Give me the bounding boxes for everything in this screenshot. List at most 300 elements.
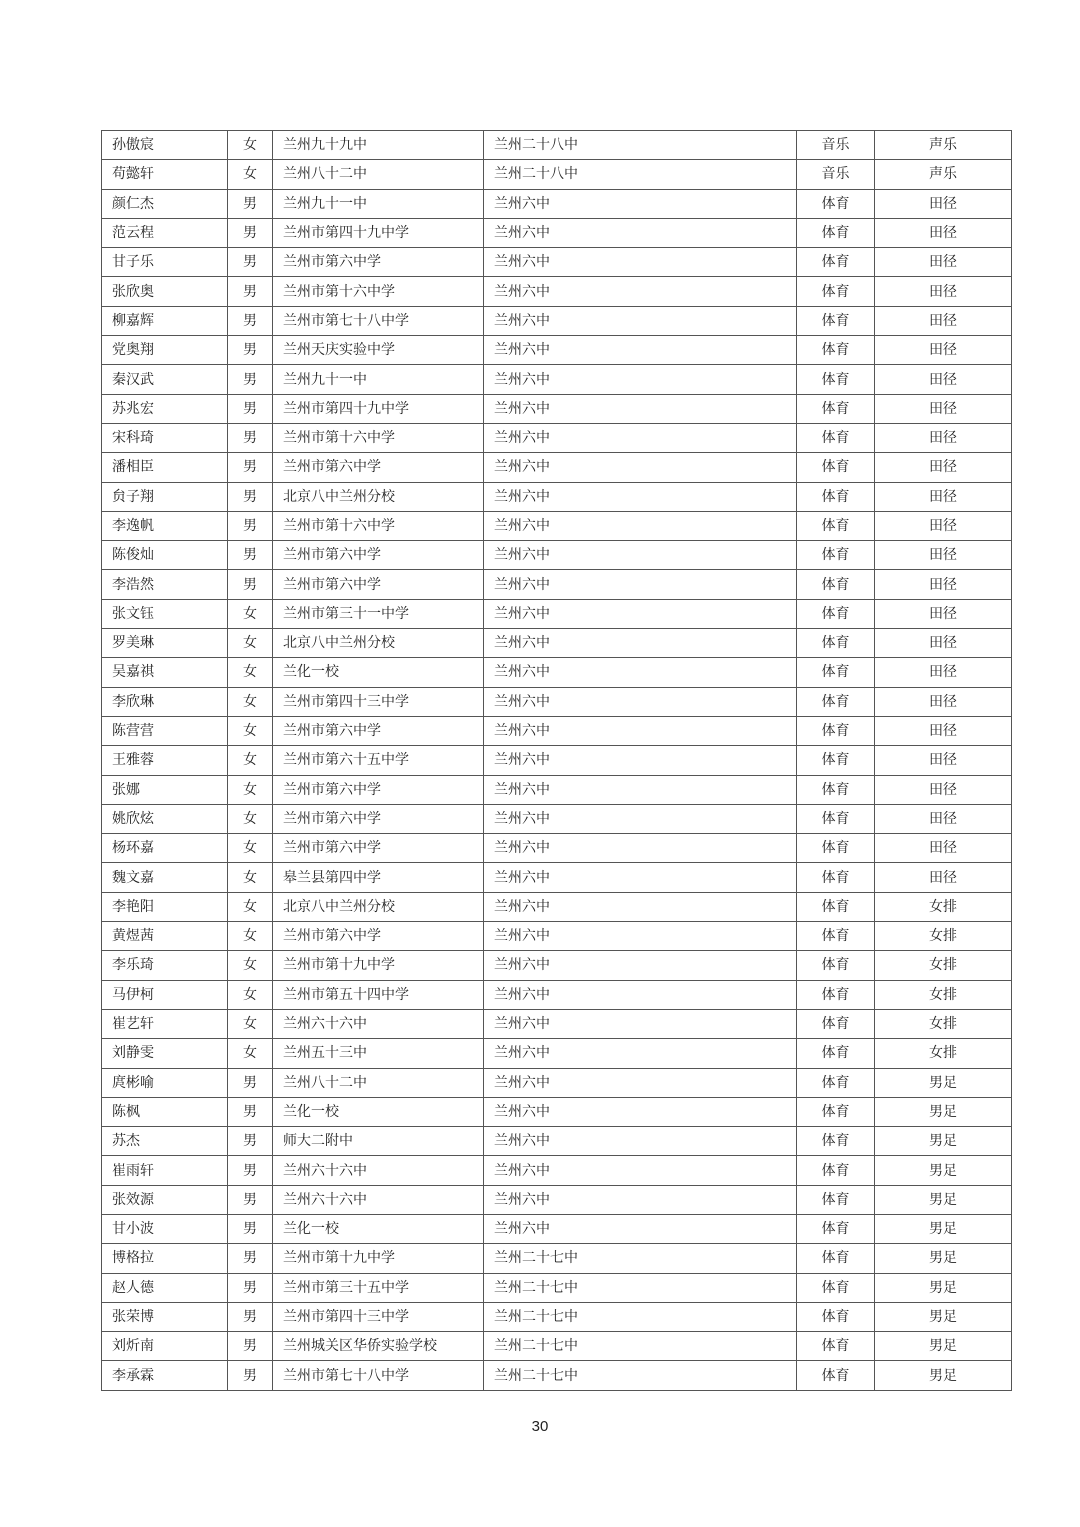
category-cell: 体育 [797, 1214, 875, 1243]
gender-cell: 男 [228, 218, 273, 247]
admit-school-cell: 兰州六中 [484, 365, 797, 394]
admit-school-cell: 兰州六中 [484, 541, 797, 570]
gender-cell: 女 [228, 980, 273, 1009]
gender-cell: 男 [228, 1361, 273, 1390]
from-school-cell: 兰州市第六中学 [273, 570, 484, 599]
category-cell: 体育 [797, 1332, 875, 1361]
admit-school-cell: 兰州六中 [484, 423, 797, 452]
specialty-cell: 田径 [875, 541, 1012, 570]
table-row [102, 570, 1012, 599]
admit-school-cell: 兰州六中 [484, 980, 797, 1009]
name-cell: 苏兆宏 [102, 394, 228, 423]
specialty-cell: 田径 [875, 423, 1012, 452]
admit-school-cell: 兰州六中 [484, 482, 797, 511]
from-school-cell: 兰州六十六中 [273, 1009, 484, 1038]
table-row [102, 834, 1012, 863]
from-school-cell: 北京八中兰州分校 [273, 629, 484, 658]
gender-cell: 女 [228, 922, 273, 951]
gender-cell: 男 [228, 336, 273, 365]
specialty-cell: 女排 [875, 980, 1012, 1009]
name-cell: 赵人德 [102, 1273, 228, 1302]
table-row [102, 336, 1012, 365]
table-row [102, 306, 1012, 335]
from-school-cell: 兰州市第四十三中学 [273, 1302, 484, 1331]
from-school-cell: 兰化一校 [273, 1214, 484, 1243]
category-cell: 体育 [797, 746, 875, 775]
table-row [102, 511, 1012, 540]
table-row [102, 716, 1012, 745]
from-school-cell: 兰州六十六中 [273, 1156, 484, 1185]
from-school-cell: 兰州市第十六中学 [273, 511, 484, 540]
gender-cell: 女 [228, 863, 273, 892]
category-cell: 体育 [797, 1097, 875, 1126]
gender-cell: 男 [228, 1332, 273, 1361]
name-cell: 博格拉 [102, 1244, 228, 1273]
name-cell: 李浩然 [102, 570, 228, 599]
gender-cell: 男 [228, 1185, 273, 1214]
specialty-cell: 男足 [875, 1244, 1012, 1273]
from-school-cell: 兰州市第五十四中学 [273, 980, 484, 1009]
table-row [102, 804, 1012, 833]
name-cell: 张文钰 [102, 599, 228, 628]
specialty-cell: 声乐 [875, 131, 1012, 160]
specialty-cell: 田径 [875, 570, 1012, 599]
category-cell: 体育 [797, 629, 875, 658]
from-school-cell: 兰州市第六中学 [273, 922, 484, 951]
specialty-cell: 女排 [875, 892, 1012, 921]
table-row [102, 746, 1012, 775]
student-roster-table [101, 130, 1012, 1391]
specialty-cell: 田径 [875, 599, 1012, 628]
admit-school-cell: 兰州六中 [484, 658, 797, 687]
specialty-cell: 田径 [875, 863, 1012, 892]
name-cell: 秦汉武 [102, 365, 228, 394]
table-row [102, 629, 1012, 658]
admit-school-cell: 兰州六中 [484, 804, 797, 833]
table-row [102, 365, 1012, 394]
name-cell: 王雅蓉 [102, 746, 228, 775]
table-row [102, 277, 1012, 306]
from-school-cell: 兰州城关区华侨实验学校 [273, 1332, 484, 1361]
category-cell: 音乐 [797, 160, 875, 189]
specialty-cell: 女排 [875, 922, 1012, 951]
name-cell: 李艳阳 [102, 892, 228, 921]
specialty-cell: 男足 [875, 1302, 1012, 1331]
name-cell: 甘小波 [102, 1214, 228, 1243]
admit-school-cell: 兰州六中 [484, 716, 797, 745]
specialty-cell: 男足 [875, 1068, 1012, 1097]
gender-cell: 女 [228, 804, 273, 833]
category-cell: 体育 [797, 453, 875, 482]
specialty-cell: 田径 [875, 394, 1012, 423]
category-cell: 体育 [797, 863, 875, 892]
gender-cell: 女 [228, 951, 273, 980]
name-cell: 张欣奥 [102, 277, 228, 306]
gender-cell: 男 [228, 248, 273, 277]
specialty-cell: 田径 [875, 687, 1012, 716]
category-cell: 体育 [797, 892, 875, 921]
specialty-cell: 田径 [875, 218, 1012, 247]
category-cell: 体育 [797, 306, 875, 335]
specialty-cell: 声乐 [875, 160, 1012, 189]
name-cell: 刘炘南 [102, 1332, 228, 1361]
specialty-cell: 田径 [875, 482, 1012, 511]
gender-cell: 男 [228, 1127, 273, 1156]
name-cell: 魏文嘉 [102, 863, 228, 892]
table-row [102, 1097, 1012, 1126]
table-row [102, 980, 1012, 1009]
gender-cell: 女 [228, 775, 273, 804]
gender-cell: 男 [228, 189, 273, 218]
admit-school-cell: 兰州二十七中 [484, 1244, 797, 1273]
admit-school-cell: 兰州二十七中 [484, 1302, 797, 1331]
admit-school-cell: 兰州六中 [484, 629, 797, 658]
admit-school-cell: 兰州六中 [484, 1039, 797, 1068]
category-cell: 体育 [797, 394, 875, 423]
specialty-cell: 田径 [875, 716, 1012, 745]
category-cell: 体育 [797, 1009, 875, 1038]
category-cell: 体育 [797, 1127, 875, 1156]
name-cell: 柳嘉辉 [102, 306, 228, 335]
admit-school-cell: 兰州六中 [484, 306, 797, 335]
table-row [102, 394, 1012, 423]
gender-cell: 男 [228, 511, 273, 540]
specialty-cell: 田径 [875, 277, 1012, 306]
category-cell: 体育 [797, 189, 875, 218]
specialty-cell: 男足 [875, 1332, 1012, 1361]
specialty-cell: 田径 [875, 248, 1012, 277]
category-cell: 体育 [797, 804, 875, 833]
name-cell: 李逸帆 [102, 511, 228, 540]
gender-cell: 女 [228, 834, 273, 863]
specialty-cell: 女排 [875, 1009, 1012, 1038]
admit-school-cell: 兰州六中 [484, 570, 797, 599]
gender-cell: 男 [228, 1068, 273, 1097]
name-cell: 孙傲宸 [102, 131, 228, 160]
from-school-cell: 兰州市第六中学 [273, 453, 484, 482]
specialty-cell: 田径 [875, 511, 1012, 540]
from-school-cell: 兰州市第十六中学 [273, 277, 484, 306]
category-cell: 体育 [797, 687, 875, 716]
admit-school-cell: 兰州六中 [484, 189, 797, 218]
category-cell: 体育 [797, 1156, 875, 1185]
name-cell: 刘静雯 [102, 1039, 228, 1068]
table-row [102, 1185, 1012, 1214]
admit-school-cell: 兰州六中 [484, 687, 797, 716]
gender-cell: 男 [228, 453, 273, 482]
category-cell: 体育 [797, 599, 875, 628]
from-school-cell: 兰州市第六中学 [273, 775, 484, 804]
specialty-cell: 女排 [875, 1039, 1012, 1068]
from-school-cell: 兰州市第四十九中学 [273, 394, 484, 423]
gender-cell: 女 [228, 746, 273, 775]
table-row [102, 658, 1012, 687]
name-cell: 贠子翔 [102, 482, 228, 511]
from-school-cell: 兰州市第四十九中学 [273, 218, 484, 247]
name-cell: 马伊柯 [102, 980, 228, 1009]
table-row [102, 160, 1012, 189]
from-school-cell: 兰州市第六中学 [273, 834, 484, 863]
admit-school-cell: 兰州二十七中 [484, 1273, 797, 1302]
specialty-cell: 男足 [875, 1185, 1012, 1214]
gender-cell: 男 [228, 1214, 273, 1243]
admit-school-cell: 兰州二十七中 [484, 1332, 797, 1361]
specialty-cell: 田径 [875, 629, 1012, 658]
admit-school-cell: 兰州二十七中 [484, 1361, 797, 1390]
category-cell: 音乐 [797, 131, 875, 160]
gender-cell: 女 [228, 160, 273, 189]
admit-school-cell: 兰州六中 [484, 892, 797, 921]
from-school-cell: 兰化一校 [273, 658, 484, 687]
category-cell: 体育 [797, 951, 875, 980]
category-cell: 体育 [797, 277, 875, 306]
from-school-cell: 兰州市第三十一中学 [273, 599, 484, 628]
gender-cell: 女 [228, 1039, 273, 1068]
name-cell: 罗美琳 [102, 629, 228, 658]
name-cell: 崔艺轩 [102, 1009, 228, 1038]
admit-school-cell: 兰州六中 [484, 453, 797, 482]
name-cell: 宋科琦 [102, 423, 228, 452]
from-school-cell: 兰州市第三十五中学 [273, 1273, 484, 1302]
table-row [102, 1214, 1012, 1243]
name-cell: 陈俊灿 [102, 541, 228, 570]
admit-school-cell: 兰州六中 [484, 1127, 797, 1156]
name-cell: 杨环嘉 [102, 834, 228, 863]
name-cell: 范云程 [102, 218, 228, 247]
name-cell: 苟懿轩 [102, 160, 228, 189]
from-school-cell: 兰州八十二中 [273, 1068, 484, 1097]
admit-school-cell: 兰州六中 [484, 1009, 797, 1038]
name-cell: 陈枫 [102, 1097, 228, 1126]
gender-cell: 女 [228, 892, 273, 921]
from-school-cell: 兰州市第十九中学 [273, 951, 484, 980]
from-school-cell: 兰州九十一中 [273, 365, 484, 394]
gender-cell: 男 [228, 1097, 273, 1126]
table-row [102, 1332, 1012, 1361]
name-cell: 李欣琳 [102, 687, 228, 716]
specialty-cell: 田径 [875, 746, 1012, 775]
name-cell: 潘相臣 [102, 453, 228, 482]
from-school-cell: 兰州八十二中 [273, 160, 484, 189]
from-school-cell: 兰州市第六中学 [273, 716, 484, 745]
admit-school-cell: 兰州六中 [484, 599, 797, 628]
from-school-cell: 兰州九十九中 [273, 131, 484, 160]
admit-school-cell: 兰州六中 [484, 1068, 797, 1097]
name-cell: 黄煜茜 [102, 922, 228, 951]
name-cell: 张荣博 [102, 1302, 228, 1331]
name-cell: 陈营营 [102, 716, 228, 745]
name-cell: 李乐琦 [102, 951, 228, 980]
gender-cell: 男 [228, 1302, 273, 1331]
gender-cell: 男 [228, 365, 273, 394]
from-school-cell: 北京八中兰州分校 [273, 892, 484, 921]
category-cell: 体育 [797, 1185, 875, 1214]
gender-cell: 女 [228, 687, 273, 716]
category-cell: 体育 [797, 570, 875, 599]
from-school-cell: 兰州九十一中 [273, 189, 484, 218]
category-cell: 体育 [797, 980, 875, 1009]
name-cell: 甘子乐 [102, 248, 228, 277]
specialty-cell: 田径 [875, 453, 1012, 482]
admit-school-cell: 兰州六中 [484, 863, 797, 892]
specialty-cell: 田径 [875, 804, 1012, 833]
specialty-cell: 田径 [875, 658, 1012, 687]
specialty-cell: 田径 [875, 306, 1012, 335]
admit-school-cell: 兰州六中 [484, 1185, 797, 1214]
gender-cell: 男 [228, 394, 273, 423]
table-row [102, 1156, 1012, 1185]
table-row [102, 599, 1012, 628]
table-row [102, 541, 1012, 570]
admit-school-cell: 兰州六中 [484, 951, 797, 980]
table-row [102, 1039, 1012, 1068]
specialty-cell: 田径 [875, 834, 1012, 863]
specialty-cell: 田径 [875, 336, 1012, 365]
table-row [102, 892, 1012, 921]
gender-cell: 女 [228, 629, 273, 658]
table-row [102, 687, 1012, 716]
from-school-cell: 北京八中兰州分校 [273, 482, 484, 511]
specialty-cell: 男足 [875, 1361, 1012, 1390]
from-school-cell: 兰州市第十六中学 [273, 423, 484, 452]
table-row [102, 248, 1012, 277]
gender-cell: 女 [228, 658, 273, 687]
category-cell: 体育 [797, 1273, 875, 1302]
category-cell: 体育 [797, 922, 875, 951]
from-school-cell: 兰州市第六中学 [273, 541, 484, 570]
name-cell: 张效源 [102, 1185, 228, 1214]
admit-school-cell: 兰州六中 [484, 775, 797, 804]
table-row [102, 482, 1012, 511]
category-cell: 体育 [797, 834, 875, 863]
from-school-cell: 兰州六十六中 [273, 1185, 484, 1214]
from-school-cell: 兰州市第七十八中学 [273, 306, 484, 335]
specialty-cell: 男足 [875, 1214, 1012, 1243]
roster-body [102, 131, 1012, 1391]
from-school-cell: 兰州市第四十三中学 [273, 687, 484, 716]
admit-school-cell: 兰州六中 [484, 746, 797, 775]
from-school-cell: 皋兰县第四中学 [273, 863, 484, 892]
table-row [102, 1009, 1012, 1038]
category-cell: 体育 [797, 248, 875, 277]
category-cell: 体育 [797, 1039, 875, 1068]
gender-cell: 男 [228, 541, 273, 570]
from-school-cell: 兰州市第六中学 [273, 248, 484, 277]
name-cell: 党奥翔 [102, 336, 228, 365]
name-cell: 苏杰 [102, 1127, 228, 1156]
gender-cell: 男 [228, 1156, 273, 1185]
table-row [102, 863, 1012, 892]
table-row [102, 1302, 1012, 1331]
specialty-cell: 女排 [875, 951, 1012, 980]
from-school-cell: 兰州市第十九中学 [273, 1244, 484, 1273]
admit-school-cell: 兰州六中 [484, 394, 797, 423]
gender-cell: 女 [228, 599, 273, 628]
category-cell: 体育 [797, 1068, 875, 1097]
category-cell: 体育 [797, 1302, 875, 1331]
specialty-cell: 田径 [875, 775, 1012, 804]
category-cell: 体育 [797, 482, 875, 511]
admit-school-cell: 兰州六中 [484, 1156, 797, 1185]
gender-cell: 女 [228, 131, 273, 160]
name-cell: 庹彬喻 [102, 1068, 228, 1097]
table-row [102, 1068, 1012, 1097]
from-school-cell: 兰州市第六中学 [273, 804, 484, 833]
category-cell: 体育 [797, 423, 875, 452]
specialty-cell: 男足 [875, 1273, 1012, 1302]
table-row [102, 131, 1012, 160]
category-cell: 体育 [797, 775, 875, 804]
page-number: 30 [531, 1418, 549, 1435]
from-school-cell: 兰州市第七十八中学 [273, 1361, 484, 1390]
specialty-cell: 男足 [875, 1127, 1012, 1156]
table-row [102, 1273, 1012, 1302]
admit-school-cell: 兰州二十八中 [484, 160, 797, 189]
specialty-cell: 男足 [875, 1156, 1012, 1185]
from-school-cell: 兰州天庆实验中学 [273, 336, 484, 365]
name-cell: 崔雨轩 [102, 1156, 228, 1185]
category-cell: 体育 [797, 365, 875, 394]
admit-school-cell: 兰州六中 [484, 511, 797, 540]
gender-cell: 男 [228, 306, 273, 335]
admit-school-cell: 兰州六中 [484, 922, 797, 951]
gender-cell: 女 [228, 1009, 273, 1038]
from-school-cell: 兰化一校 [273, 1097, 484, 1126]
category-cell: 体育 [797, 1361, 875, 1390]
table-row [102, 951, 1012, 980]
gender-cell: 女 [228, 716, 273, 745]
category-cell: 体育 [797, 511, 875, 540]
table-row [102, 453, 1012, 482]
admit-school-cell: 兰州六中 [484, 248, 797, 277]
admit-school-cell: 兰州六中 [484, 1097, 797, 1126]
admit-school-cell: 兰州六中 [484, 1214, 797, 1243]
category-cell: 体育 [797, 658, 875, 687]
name-cell: 张娜 [102, 775, 228, 804]
name-cell: 姚欣炫 [102, 804, 228, 833]
specialty-cell: 田径 [875, 365, 1012, 394]
gender-cell: 男 [228, 482, 273, 511]
table-row [102, 1361, 1012, 1390]
from-school-cell: 师大二附中 [273, 1127, 484, 1156]
table-row [102, 1127, 1012, 1156]
specialty-cell: 田径 [875, 189, 1012, 218]
admit-school-cell: 兰州二十八中 [484, 131, 797, 160]
table-row [102, 775, 1012, 804]
table-row [102, 922, 1012, 951]
from-school-cell: 兰州五十三中 [273, 1039, 484, 1068]
category-cell: 体育 [797, 336, 875, 365]
name-cell: 吴嘉祺 [102, 658, 228, 687]
gender-cell: 男 [228, 277, 273, 306]
table-row [102, 1244, 1012, 1273]
category-cell: 体育 [797, 1244, 875, 1273]
admit-school-cell: 兰州六中 [484, 277, 797, 306]
category-cell: 体育 [797, 218, 875, 247]
table-row [102, 423, 1012, 452]
gender-cell: 男 [228, 570, 273, 599]
from-school-cell: 兰州市第六十五中学 [273, 746, 484, 775]
category-cell: 体育 [797, 541, 875, 570]
name-cell: 颜仁杰 [102, 189, 228, 218]
admit-school-cell: 兰州六中 [484, 834, 797, 863]
gender-cell: 男 [228, 423, 273, 452]
admit-school-cell: 兰州六中 [484, 218, 797, 247]
name-cell: 李承霖 [102, 1361, 228, 1390]
specialty-cell: 男足 [875, 1097, 1012, 1126]
category-cell: 体育 [797, 716, 875, 745]
table-row [102, 218, 1012, 247]
